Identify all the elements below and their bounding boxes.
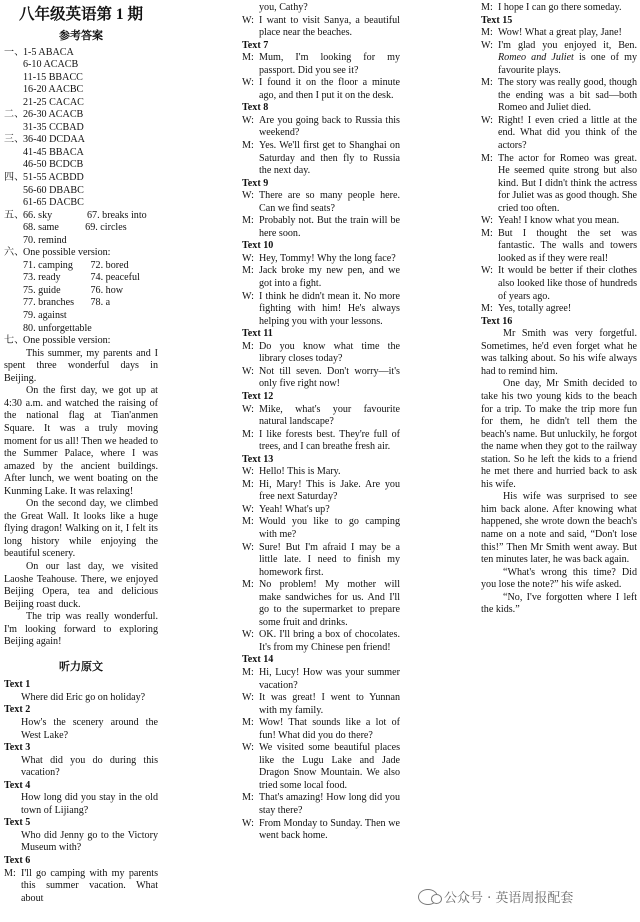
dialogue-text [259, 429, 400, 454]
dialogue-line [242, 253, 400, 266]
dialogue-line [4, 692, 158, 705]
dialogue-text-part: Hi, Lucy! How was your summer vacation? [259, 666, 400, 691]
story-paragraph: “No, I've forgotten where I left the kids.” [481, 591, 637, 616]
essay-paragraph: On the first day, we got up at 4:30 a.m. and watched the raising of the national flag at Tian'anmen Square. It was a truly moving moment for us all! Then we headed to the Summer Palace, where I was amazed by the ancient buildings. After lunch, we went boating on the Kunming Lake. It was relaxing! [4, 385, 158, 497]
dialogue-text-part: Yeah! I know what you mean. [498, 215, 620, 227]
speaker-label: M: [242, 579, 254, 591]
dialogue-text-part: I'll go camping with my parents this summer vacation. What about [21, 867, 158, 904]
story-paragraph: His wife was surprised to see him back alone. After knowing what happened, she wrote down the beach's name on a note and said, “Don't lose this!” Then Mr Smith went away. But ten minutes later, he was back again. [481, 491, 637, 566]
speaker-label: W: [481, 39, 493, 51]
answer-row: 21-25 CACAC [23, 96, 84, 108]
speaker-label: M: [481, 27, 493, 39]
text-label: Text 12 [242, 390, 274, 402]
dialogue-text [498, 303, 637, 316]
speaker-label: M: [242, 215, 254, 227]
dialogue-line [481, 27, 637, 40]
listening-texts-2 [242, 40, 400, 843]
speaker-label: W: [242, 190, 254, 202]
dialogue-text [259, 15, 400, 40]
text-label: Text 13 [242, 453, 274, 465]
section-heading: One possible version: [23, 335, 111, 347]
text-label: Text 8 [242, 102, 269, 114]
dialogue-text-part: There are so many people here. Can we find seats? [259, 190, 400, 214]
speaker-label: M: [481, 227, 493, 239]
dialogue-line [242, 215, 400, 240]
dialogue-line [242, 15, 400, 40]
speaker-label: W: [242, 403, 254, 415]
answers-heading: 参考答案 [59, 30, 103, 42]
dialogue-text-part: I found it on the floor a minute ago, and then I put it on the desk. [259, 77, 400, 101]
dialogue-text [498, 153, 637, 216]
dialogue-text-part: Sure! But I'm afraid I may be a little late. I need to finish my homework first. [259, 541, 400, 578]
dialogue-text [498, 27, 637, 40]
dialogue-text [259, 667, 400, 692]
speaker-label: W: [242, 252, 254, 264]
dialogue-text [21, 717, 158, 742]
answer-row [4, 272, 158, 285]
dialogue-text-part: We visited some beautiful places like the Lugu Lake and Jade Dragon Snow Mountain. We also tried some local food. [259, 742, 400, 791]
dialogue-text [498, 265, 637, 303]
dialogue-line [481, 40, 637, 78]
answer-row [4, 260, 158, 273]
dialogue-text-part: Mum, I'm looking for my passport. Did you see it? [259, 52, 400, 76]
text-label: Text 5 [4, 817, 31, 829]
dialogue-line [481, 153, 637, 216]
dialogue-text [21, 792, 158, 817]
speaker-label: M: [242, 340, 254, 352]
answer-row [4, 47, 158, 60]
dialogue-line [242, 466, 400, 479]
text-label: Text 3 [4, 742, 31, 754]
dialogue-text-part: I want to visit Sanya, a beautiful place near the beaches. [259, 14, 400, 39]
dialogue-line [242, 579, 400, 629]
text-16 [481, 316, 637, 617]
answer-range: 1-5 ABACA [23, 46, 74, 58]
dialogue-line [242, 504, 400, 517]
answer-item [92, 323, 158, 336]
dialogue-line [242, 341, 400, 366]
answer-item: 71. camping [23, 259, 73, 271]
answer-row: 6-10 ACACB [23, 59, 79, 71]
dialogue-text-part: Yes. We'll first get to Shanghai on Saturday and then fly to Russia the next day. [259, 140, 400, 177]
dialogue-text-part: Wow! What a great play, Jane! [498, 27, 622, 39]
dialogue-line [481, 265, 637, 303]
answer-row [4, 285, 158, 298]
dialogue-text [259, 792, 400, 817]
text-label: Text 15 [481, 14, 513, 26]
dialogue-line [242, 429, 400, 454]
dialogue-line [242, 77, 400, 102]
dialogue-text [259, 190, 400, 215]
dialogue-line [242, 717, 400, 742]
text-label: Text 2 [4, 704, 31, 716]
dialogue-text-part: Mike, what's your favourite natural landscape? [259, 403, 400, 428]
dialogue-line [242, 265, 400, 290]
speaker-label: W: [242, 742, 254, 754]
wechat-icon [418, 889, 438, 905]
text-label: Text 7 [242, 39, 269, 51]
section-label: 七、 [4, 335, 25, 347]
dialogue-text [259, 479, 400, 504]
dialogue-text-part: That's amazing! How long did you stay there? [259, 792, 400, 816]
dialogue-text [498, 77, 637, 115]
play-title: Romeo and Juliet [498, 52, 574, 64]
text-label: Text 14 [242, 654, 274, 666]
dialogue-text [259, 366, 400, 391]
story-paragraph: Mr Smith was very forgetful. Sometimes, he'd even forget what he was talking about. So his wife always had to remind him. [481, 328, 637, 377]
column-3 [481, 2, 637, 922]
dialogue-text [259, 542, 400, 580]
answer-item: 67. breaks into [87, 209, 147, 221]
speaker-label [4, 830, 21, 855]
dialogue-text-part: From Monday to Sunday. Then we went back home. [259, 817, 400, 842]
dialogue-text-part: No problem! My mother will make sandwiches for us. And I'll go to the supermarket to prepare some fruit and drinks. [259, 579, 400, 628]
dialogue-text-part: It would be better if their clothes also looked like those of hundreds of years ago. [498, 265, 637, 302]
dialogue-text [259, 629, 400, 654]
answer-item: 75. guide [23, 284, 61, 296]
text-15 [481, 15, 637, 316]
speaker-label: M: [242, 265, 254, 277]
dialogue-text [498, 115, 637, 153]
answer-row [4, 310, 158, 323]
dialogue-text [259, 2, 400, 15]
dialogue-line [242, 629, 400, 654]
column-2 [242, 2, 400, 922]
dialogue-text-part: What did you do during this vacation? [21, 754, 158, 779]
dialogue-text [259, 77, 400, 102]
dialogue-text-part: Hi, Mary! This is Jake. Are you free next Saturday? [259, 478, 400, 503]
answer-row: 16-20 AACBC [23, 84, 84, 96]
dialogue-text-part: Who did Jenny go to the Victory Museum with? [21, 829, 158, 854]
text-label: Text 6 [4, 855, 31, 866]
dialogue-line [481, 228, 637, 266]
dialogue-text [498, 2, 637, 15]
section-label: 三、 [4, 134, 25, 146]
dialogue-line [242, 792, 400, 817]
page-title: 八年级英语第 1 期 [18, 6, 143, 23]
answer-row: 46-50 BCDCB [23, 159, 84, 171]
dialogue-line [242, 2, 400, 15]
dialogue-text-part: How's the scenery around the West Lake? [21, 716, 158, 741]
dialogue-line [242, 479, 400, 504]
dialogue-text [21, 755, 158, 780]
answer-item: 77. branches [23, 297, 75, 309]
answer-item: 80. unforgettable [23, 322, 92, 334]
dialogue-line [481, 2, 637, 15]
answer-range: 51-55 ACBDD [23, 172, 84, 184]
answer-item: 79. against [23, 310, 67, 322]
dialogue-line [4, 755, 158, 780]
answer-item: 72. bored [90, 259, 129, 271]
answer-key [4, 47, 158, 649]
dialogue-line [242, 818, 400, 843]
section-label: 五、 [4, 209, 25, 221]
speaker-label: W: [242, 817, 254, 829]
speaker-label: W: [242, 114, 254, 126]
dialogue-line [4, 830, 158, 855]
speaker-label: W: [242, 77, 254, 89]
dialogue-text-part: It was great! I went to Yunnan with my family. [259, 692, 400, 716]
answer-item [91, 310, 159, 323]
dialogue-line [481, 215, 637, 228]
story-paragraph: “What's wrong this time? Did you lose the note?” his wife asked. [481, 566, 637, 591]
speaker-label [242, 2, 259, 15]
answer-row [4, 210, 158, 223]
section-label: 四、 [4, 172, 25, 184]
dialogue-text-part: Yes, totally agree! [498, 303, 572, 315]
answer-row [4, 222, 158, 235]
text-label: Text 11 [242, 328, 273, 340]
answer-range: 26-30 ACACB [23, 109, 84, 121]
answer-row [4, 247, 158, 260]
speaker-label: M: [242, 717, 254, 729]
speaker-label: W: [481, 114, 493, 126]
dialogue-text [259, 717, 400, 742]
dialogue-text [259, 504, 400, 517]
dialogue-line [242, 516, 400, 541]
dialogue-text-part: Where did Eric go on holiday? [21, 691, 146, 703]
dialogue-text [259, 818, 400, 843]
dialogue-text [259, 52, 400, 77]
dialogue-line [242, 52, 400, 77]
essay-paragraph: On the second day, we climbed the Great Wall. It looks like a huge flying dragon! Walking on it, I felt its long history while enjoying the beautiful scenery. [4, 498, 158, 560]
dialogue-line [242, 366, 400, 391]
dialogue-text [498, 228, 637, 266]
section-heading: One possible version: [23, 247, 111, 259]
speaker-label: M: [242, 428, 254, 440]
text-label: Text 9 [242, 177, 269, 189]
answer-row: 31-35 CCBAD [23, 121, 84, 133]
speaker-label: W: [242, 14, 254, 26]
answer-row: 56-60 DBABC [23, 184, 84, 196]
dialogue-text-part: I hope I can go there someday. [498, 2, 622, 13]
answer-range: 36-40 DCDAA [23, 134, 85, 146]
listening-heading: 听力原文 [59, 660, 103, 673]
speaker-label: M: [242, 140, 254, 152]
dialogue-line [242, 140, 400, 178]
dialogue-text-part: Yeah! What's up? [259, 503, 330, 515]
dialogue-text-part: I'm glad you enjoyed it, Ben. [498, 39, 637, 51]
essay-paragraph: This summer, my parents and I spent three wonderful days in Beijing. [4, 347, 158, 384]
speaker-label: M: [242, 52, 254, 64]
dialogue-text [259, 742, 400, 792]
answer-item: 68. same [23, 222, 59, 234]
answer-item: 73. ready [23, 272, 61, 284]
story-paragraph: One day, Mr Smith decided to take his two young kids to the beach for a trip. To make the trip more fun for them, he didn't tell them the beach's name. But unluckily, he forgot the name when they got to the railway station. So he left the kids to a friend he met there and hurried back to ask his wife. [481, 378, 637, 490]
answer-row [4, 297, 158, 310]
dialogue-line [242, 115, 400, 140]
answer-item: 78. a [90, 297, 111, 309]
dialogue-line [242, 667, 400, 692]
answer-row [4, 109, 158, 122]
answer-row [4, 323, 158, 336]
column-1 [4, 2, 158, 922]
answer-item: 66. sky [23, 209, 53, 221]
answer-row [4, 235, 158, 248]
answer-row [4, 134, 158, 147]
dialogue-line [242, 542, 400, 580]
answer-item [85, 235, 158, 248]
text-label: Text 10 [242, 240, 274, 252]
section-label: 六、 [4, 247, 25, 259]
text-label: Text 4 [4, 779, 31, 791]
dialogue-text-part: OK. I'll bring a box of chocolates. It's from my Chinese pen friend! [259, 629, 400, 653]
dialogue-line [242, 291, 400, 329]
essay-paragraph: On our last day, we visited Laoshe Teahouse. There, we enjoyed Beijing Opera, tea and delicious Beijing roast duck. [4, 560, 158, 610]
dialogue-text-part: Would you like to go camping with me? [259, 516, 400, 540]
speaker-label: W: [242, 365, 254, 377]
dialogue-text-part: How long did you stay in the old town of Lijiang? [21, 792, 158, 816]
dialogue-text-part: I like forests best. They're full of trees, and I can breathe fresh air. [259, 428, 400, 453]
dialogue-text [259, 341, 400, 366]
dialogue-text-part: Are you going back to Russia this weekend? [259, 114, 400, 139]
dialogue-text [21, 868, 158, 906]
speaker-label: W: [481, 215, 493, 227]
dialogue-text-part: The actor for Romeo was great. He seemed quite strong but also kind. But I didn't think the actress for Juliet was as good though. She cried too often. [498, 152, 637, 214]
essay-paragraph: The trip was really wonderful. I'm looking forward to exploring Beijing again! [4, 611, 158, 648]
speaker-label: W: [242, 629, 254, 641]
section-label: 二、 [4, 109, 25, 121]
dialogue-text-part: Jack broke my new pen, and we got into a fight. [259, 265, 400, 290]
speaker-label: M: [242, 478, 254, 490]
dialogue-text [259, 579, 400, 629]
dialogue-line [481, 115, 637, 153]
speaker-label: M: [481, 152, 493, 164]
text-6-continued [242, 2, 400, 40]
dialogue-line [242, 692, 400, 717]
speaker-label: W: [242, 692, 254, 704]
dialogue-line [4, 792, 158, 817]
dialogue-text-part: is one of my favourite plays. [498, 52, 637, 76]
speaker-label: W: [242, 541, 254, 553]
dialogue-text [259, 215, 400, 240]
dialogue-text-part: you, Cathy? [259, 2, 308, 13]
listening-texts-1 [4, 679, 158, 905]
speaker-label: M: [481, 2, 493, 13]
text-14-continued [481, 2, 637, 15]
speaker-label [4, 792, 21, 817]
answer-row: 11-15 BBACC [23, 71, 83, 83]
dialogue-line [481, 303, 637, 316]
dialogue-text-part: Wow! That sounds like a lot of fun! What did you do there? [259, 717, 400, 741]
dialogue-text [498, 40, 637, 78]
dialogue-text [21, 692, 158, 705]
dialogue-text-part: I think he didn't mean it. No more fighting with him! He's always helping you with your lessons. [259, 290, 400, 327]
speaker-label: W: [242, 290, 254, 302]
speaker-label [4, 717, 21, 742]
text-label: Text 16 [481, 315, 513, 327]
dialogue-text-part: But I thought the set was fantastic. The walls and towers looked as if they were real! [498, 227, 637, 264]
dialogue-text-part: Hello! This is Mary. [259, 466, 341, 478]
dialogue-line [242, 404, 400, 429]
dialogue-text [259, 140, 400, 178]
answer-item: 76. how [90, 284, 124, 296]
answer-row: 41-45 BBACA [23, 146, 84, 158]
speaker-label: M: [481, 303, 493, 315]
dialogue-line [242, 742, 400, 792]
dialogue-text [259, 692, 400, 717]
watermark [418, 887, 573, 906]
dialogue-text-part: Right! I even cried a little at the end. What did you think of the actors? [498, 114, 637, 152]
dialogue-text-part: The story was really good, though the ending was a bit sad—both Romeo and Juliet died. [498, 77, 637, 114]
dialogue-text [259, 115, 400, 140]
speaker-label [4, 755, 21, 780]
speaker-label: W: [481, 265, 493, 277]
dialogue-text-part: Probably not. But the train will be here soon. [259, 215, 400, 239]
dialogue-text-part: Do you know what time the library closes today? [259, 340, 400, 365]
speaker-label: M: [242, 666, 254, 678]
dialogue-text [498, 215, 637, 228]
answer-row [4, 335, 158, 348]
answer-item: 74. peaceful [90, 272, 140, 284]
dialogue-text [259, 265, 400, 290]
dialogue-text [259, 291, 400, 329]
speaker-label: M: [242, 516, 254, 528]
speaker-label: M: [4, 867, 16, 879]
speaker-label: M: [481, 77, 493, 89]
dialogue-line [242, 190, 400, 215]
dialogue-line [481, 77, 637, 115]
answer-row [4, 172, 158, 185]
speaker-label: M: [242, 792, 254, 804]
section-label: 一、 [4, 46, 25, 58]
dialogue-line [4, 868, 158, 906]
speaker-label [4, 692, 21, 705]
watermark-text: 公众号 · 英语周报配套 [444, 891, 574, 906]
answer-row: 61-65 DACBC [23, 197, 84, 209]
dialogue-text [259, 253, 400, 266]
dialogue-text [259, 516, 400, 541]
dialogue-text-part: Not till seven. Don't worry—it's only five right now! [259, 365, 400, 390]
dialogue-text [21, 830, 158, 855]
answer-item: 70. remind [23, 234, 67, 246]
text-label: Text 1 [4, 679, 31, 691]
speaker-label: W: [242, 466, 254, 478]
dialogue-line [4, 717, 158, 742]
answer-item: 69. circles [85, 222, 127, 234]
dialogue-text [259, 404, 400, 429]
speaker-label: W: [242, 503, 254, 515]
dialogue-text-part: Hey, Tommy! Why the long face? [259, 252, 396, 264]
dialogue-text [259, 466, 400, 479]
